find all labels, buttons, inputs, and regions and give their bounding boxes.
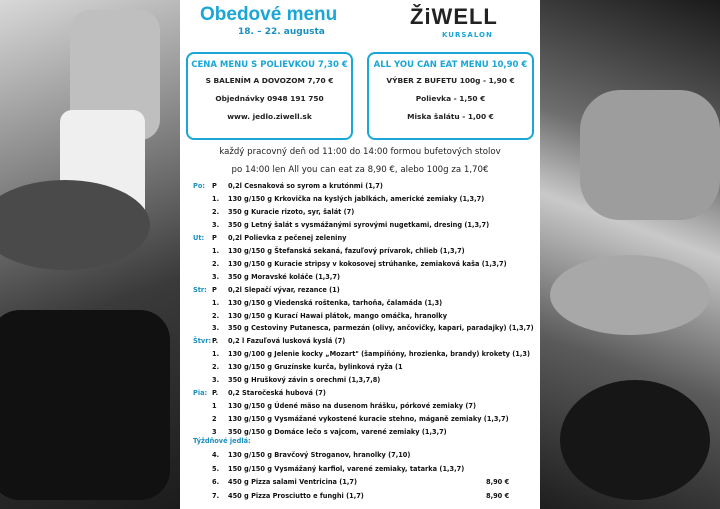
- weekly-item-price: 8,90 €: [486, 491, 510, 500]
- menu-item-row: [180, 389, 540, 401]
- menu-item-text: 130 g/150 g Vysmážané vykostené kuracie stehno, máganě zemiaky (1,3,7): [228, 415, 509, 424]
- buffet-weight-price: VÝBER Z BUFETU 100g - 1,90 €: [386, 76, 515, 85]
- right-food-photo: [540, 0, 720, 509]
- menu-item-row: [180, 260, 540, 272]
- menu-item-row: [180, 247, 540, 259]
- menu-item-text: 130 g/150 g Údené mäso na dusenom hrášku, pórkové zemiaky (7): [228, 402, 476, 411]
- menu-item-row: [180, 195, 540, 207]
- soup-price: Polievka - 1,50 €: [415, 94, 486, 103]
- menu-item-number: 2.: [212, 259, 220, 268]
- left-food-photo: [0, 0, 180, 509]
- weekly-item-text: 450 g Pizza Prosciutto e funghi (1,7): [228, 491, 364, 500]
- menu-day-label: Štvr:: [193, 337, 212, 346]
- weekly-item-number: 7.: [212, 491, 220, 500]
- weekly-dishes-label: Týždňové jedlá:: [193, 437, 251, 445]
- buffet-price-box: [367, 52, 534, 140]
- menu-item-text: 350 g/150 g Domáce lečo s vajcom, varené zemiaky (1,3,7): [228, 428, 447, 437]
- menu-item-number: 1: [212, 402, 217, 411]
- weekly-item-row: [180, 478, 540, 490]
- menu-day-label: Str:: [193, 285, 207, 294]
- menu-dates: 18. – 22. augusta: [238, 27, 325, 37]
- menu-item-text: 0,2l Cesnaková so syrom a krutónmi (1,7): [228, 182, 383, 190]
- menu-item-row: [180, 337, 540, 349]
- menu-item-row: [180, 415, 540, 427]
- menu-item-number: 2.: [212, 311, 220, 320]
- ziwell-logo: ŽiWELL: [410, 4, 498, 29]
- beans-basket-image: [0, 310, 170, 500]
- menu-title: Obedové menu: [200, 4, 338, 25]
- weekly-item-text: 150 g/150 g Vysmážaný karfiol, varené zemiaky, tatarka (1,3,7): [228, 464, 465, 473]
- menu-item-text: 350 g Hruškový závin s orechmi (1,3,7,8): [228, 376, 381, 385]
- menu-item-row: [180, 402, 540, 414]
- menu-day-label: Pia:: [193, 389, 208, 398]
- menu-item-number: P: [212, 182, 217, 190]
- menu-item-row: [180, 376, 540, 388]
- weekly-item-price: 8,90 €: [486, 478, 510, 486]
- menu-item-number: 3.: [212, 220, 220, 229]
- menu-price-heading: CENA MENU S POLIEVKOU 7,30 €: [191, 60, 348, 70]
- menu-item-row: [180, 324, 540, 336]
- kursalon-logo-text: KURSALON: [442, 31, 493, 39]
- menu-item-text: 130 g/100 g Jelenie kocky „Mozart" (šampiňóny, hrozienka, brandy) krokety (1,3): [228, 350, 530, 359]
- menu-item-text: 130 g/150 g Kuracie stripsy v kokosovej strúhanke, zemiaková kaša (1,3,7): [228, 259, 507, 268]
- menu-day-label: Ut:: [193, 233, 205, 242]
- menu-item-number: 2.: [212, 207, 220, 216]
- menu-item-row: [180, 273, 540, 285]
- fish-image: [550, 255, 710, 335]
- menu-item-row: [180, 182, 540, 194]
- weekly-item-number: 4.: [212, 451, 220, 459]
- menu-item-text: 0,2l Polievka z pečenej zeleniny: [228, 233, 347, 242]
- menu-item-row: [180, 221, 540, 233]
- weekly-item-row: [180, 451, 540, 463]
- menu-item-number: P.: [212, 389, 219, 398]
- menu-item-number: 1.: [212, 246, 220, 255]
- menu-item-number: 1.: [212, 194, 220, 203]
- menu-item-text: 130 g/150 g Viedenská roštenka, tarhoňa, čalamáda (1,3): [228, 298, 443, 307]
- menu-item-row: [180, 234, 540, 246]
- delivery-price: S BALENÍM A DOVOZOM 7,70 €: [205, 76, 334, 85]
- buffet-price-heading: ALL YOU CAN EAT MENU 10,90 €: [373, 60, 528, 70]
- menu-item-row: [180, 350, 540, 362]
- menu-item-row: [180, 299, 540, 311]
- website-link[interactable]: www. jedlo.ziwell.sk: [227, 112, 312, 121]
- weekly-item-row: [180, 465, 540, 477]
- menu-item-number: 1.: [212, 350, 220, 359]
- menu-item-text: 0,2l Slepačí vývar, rezance (1): [228, 285, 340, 294]
- menu-item-row: [180, 312, 540, 324]
- menu-item-number: P: [212, 233, 217, 242]
- menu-item-text: 0,2 l Fazuľová lusková kyslá (7): [228, 337, 346, 346]
- order-phone: Objednávky 0948 191 750: [215, 94, 324, 103]
- menu-item-row: [180, 363, 540, 375]
- weekly-item-text: 450 g Pizza salami Ventricina (1,7): [228, 478, 357, 486]
- menu-item-row: [180, 208, 540, 220]
- menu-item-number: 3: [212, 428, 217, 437]
- menu-item-row: [180, 286, 540, 298]
- salad-price: Miska šalátu - 1,00 €: [407, 112, 494, 121]
- weekly-item-number: 6.: [212, 478, 220, 486]
- afternoon-price-text: po 14:00 len All you can eat za 8,90 €, alebo 100g za 1,70€: [231, 165, 489, 175]
- menu-item-text: 130 g/150 g Krkovička na kyslých jablkách, americké zemiaky (1,3,7): [228, 194, 485, 203]
- opening-hours-text: každý pracovný deň od 11:00 do 14:00 formou bufetových stolov: [219, 147, 501, 157]
- menu-item-text: 130 g/150 g Štefanská sekaná, fazuľový prívarok, chlieb (1,3,7): [228, 246, 465, 255]
- menu-item-text: 130 g/150 g Kurací Hawai plátok, mango omáčka, hranolky: [228, 311, 447, 320]
- menu-item-number: 2.: [212, 363, 220, 372]
- weekly-item-text: 130 g/150 g Bravčový Stroganov, hranolky (7,10): [228, 451, 411, 459]
- menu-item-number: 3.: [212, 376, 220, 385]
- menu-item-number: 3.: [212, 324, 220, 333]
- menu-item-number: 1.: [212, 298, 220, 307]
- beets-image: [560, 380, 710, 500]
- menu-item-number: P.: [212, 337, 219, 346]
- weekly-item-number: 5.: [212, 464, 220, 473]
- menu-day-label: Po:: [193, 182, 205, 190]
- menu-item-number: 2: [212, 415, 217, 424]
- menu-item-text: 130 g/150 g Gruzínske kurča, bylinková ryža (1: [228, 363, 403, 372]
- menu-item-text: 350 g Moravské koláče (1,3,7): [228, 272, 340, 281]
- menu-item-text: 350 g Kuracie rizoto, syr, šalát (7): [228, 207, 355, 216]
- menu-item-text: 350 g Letný šalát s vysmážanými syrovými nugetkami, dresing (1,3,7): [228, 220, 490, 229]
- menu-panel: [180, 0, 540, 509]
- menu-price-box: [186, 52, 353, 140]
- weekly-item-row: [180, 492, 540, 504]
- menu-item-number: 3.: [212, 272, 220, 281]
- menu-item-text: 0,2 Staročeská hubová (7): [228, 389, 326, 398]
- grain-sack-image: [580, 90, 720, 220]
- menu-item-text: 350 g Cestoviny Putanesca, parmezán (olivy, ančovičky, kapari, paradajky) (1,3,7): [228, 324, 534, 333]
- menu-item-number: P: [212, 285, 217, 294]
